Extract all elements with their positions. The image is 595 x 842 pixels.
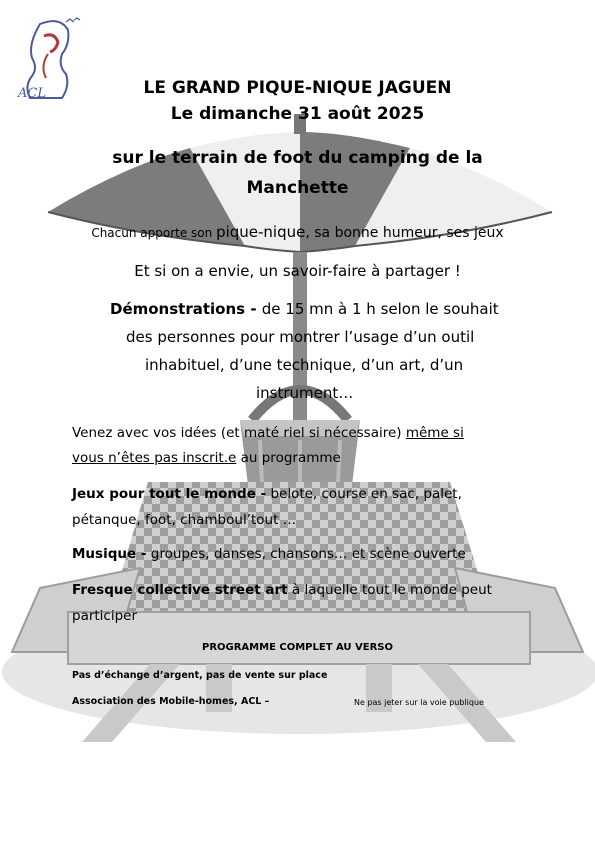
program-note: PROGRAMME COMPLET AU VERSO [201, 642, 394, 653]
music-line [72, 546, 466, 562]
demos-label: Démonstrations [110, 300, 246, 318]
logo-text: ACL [18, 86, 46, 101]
demos-line2: des personnes pour montrer l’usage d’un outil [126, 328, 475, 346]
demos-line3: inhabituel, d’une technique, d’un art, d’un [145, 356, 464, 374]
games-line2: pétanque, foot, chamboul’tout … [72, 512, 297, 528]
ideas-line1 [72, 425, 464, 441]
games-text1: belote, course en sac, palet, [266, 486, 462, 502]
music-label: Musique - [72, 546, 147, 562]
fresco-text1: à laquelle tout le monde peut [287, 582, 492, 598]
ideas-line2 [72, 450, 341, 466]
demos-text1: de 15 mn à 1 h selon le souhait [261, 300, 499, 318]
intro-line [0, 222, 595, 241]
no-money-note: Pas d’échange d’argent, pas de vente sur place [72, 670, 328, 681]
no-litter-note: Ne pas jeter sur la voie publique [354, 698, 484, 707]
intro-picnic: pique-nique [216, 223, 306, 241]
association-note: Association des Mobile-homes, ACL – [72, 696, 270, 707]
share-line: Et si on a envie, un savoir-faire à partager ! [134, 262, 461, 280]
event-title: LE GRAND PIQUE-NIQUE JAGUEN [143, 78, 452, 98]
fresco-line2: participer [72, 608, 138, 624]
ideas-text2: au programme [236, 450, 341, 466]
fresco-label: Fresque collective street art [72, 582, 288, 598]
intro-part3: , sa bonne humeur, ses jeux [305, 225, 504, 241]
event-location-line2: Manchette [246, 178, 349, 198]
demos-dash: - [245, 300, 262, 318]
demos-line1 [110, 300, 499, 318]
event-location-line1: sur le terrain de foot du camping de la [112, 148, 483, 168]
games-line1 [72, 486, 462, 502]
music-text: groupes, danses, chansons… et scène ouverte [146, 546, 466, 562]
table-front-plank [68, 612, 530, 664]
demos-line4: instrument… [256, 384, 354, 402]
intro-part1: Chacun apporte son [91, 226, 217, 240]
ideas-underlined2: vous n’êtes pas inscrit.e [72, 450, 237, 466]
fresco-line1 [72, 582, 492, 598]
ideas-underlined1: même si [405, 425, 464, 441]
games-label: Jeux pour tout le monde - [72, 486, 267, 502]
ideas-text1: Venez avec vos idées (et maté riel si nécessaire) [72, 425, 406, 441]
event-date: Le dimanche 31 août 2025 [170, 104, 425, 124]
